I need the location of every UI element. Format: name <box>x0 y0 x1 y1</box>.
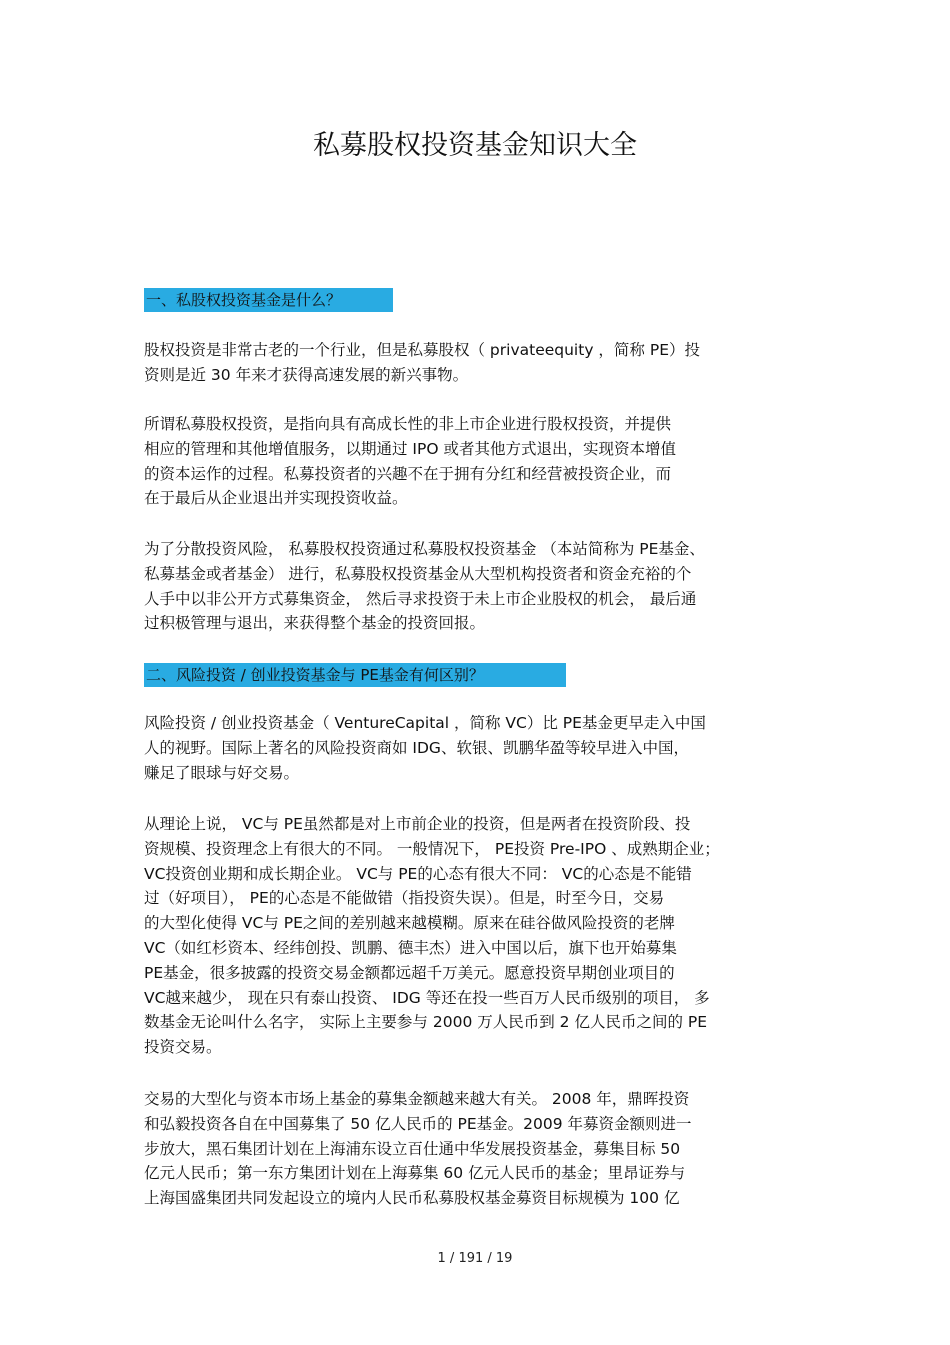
text-line: 人手中以非公开方式募集资金， 然后寻求投资于未上市企业股权的机会， 最后通 <box>144 589 697 608</box>
text-line: 上海国盛集团共同发起设立的境内人民币私募股权基金募资目标规模为 100 亿 <box>144 1189 680 1208</box>
text-line: 私募基金或者基金） 进行，私募股权投资基金从大型机构投资者和资金充裕的个 <box>144 564 692 583</box>
text-line: 所谓私募股权投资，是指向具有高成长性的非上市企业进行股权投资，并提供 <box>144 415 672 433</box>
page-number: 1 / 191 / 19 <box>437 1251 513 1266</box>
text-line: 的资本运作的过程。私募投资者的兴趣不在于拥有分红和经营被投资企业，而 <box>144 464 672 483</box>
text-line: 为了分散投资风险， 私募股权投资通过私募股权投资基金 （本站简称为 PE基金、 <box>144 540 705 558</box>
paragraph <box>144 537 816 636</box>
text-line: 风险投资 / 创业投资基金（ VentureCapital ，简称 VC）比 PE基金更早走入中国 <box>144 714 706 732</box>
text-line: 投资交易。 <box>144 1038 222 1057</box>
text-line: 资规模、投资理念上有很大的不同。 一般情况下， PE投资 Pre-IPO 、成熟期企业； <box>144 839 720 858</box>
paragraph <box>144 711 816 785</box>
text-line: 交易的大型化与资本市场上基金的募集金额越来越大有关。 2008 年，鼎晖投资 <box>144 1090 690 1108</box>
text-line: VC投资创业期和成长期企业。 VC与 PE的心态有很大不同： VC的心态是不能错 <box>144 864 692 883</box>
paragraph <box>144 812 816 1060</box>
document-title: 私募股权投资基金知识大全 <box>313 130 637 161</box>
text-line: 相应的管理和其他增值服务，以期通过 IPO 或者其他方式退出，实现资本增值 <box>144 439 676 458</box>
text-line: 数基金无论叫什么名字， 实际上主要参与 2000 万人民币到 2 亿人民币之间的 PE <box>144 1013 708 1032</box>
text-line: 在于最后从企业退出并实现投资收益。 <box>144 489 408 508</box>
paragraph <box>144 338 816 388</box>
text-line: 人的视野。国际上著名的风险投资商如 IDG、软银、凯鹏华盈等较早进入中国， <box>144 738 689 757</box>
section-heading-1: 一、私股权投资基金是什么？ <box>144 288 393 312</box>
text-line: PE基金，很多披露的投资交易金额都远超千万美元。愿意投资早期创业项目的 <box>144 963 675 982</box>
text-line: 股权投资是非常古老的一个行业，但是私募股权（ privateequity ，简称 PE）投 <box>144 341 700 359</box>
text-line: 和弘毅投资各自在中国募集了 50 亿人民币的 PE基金。2009 年募资金额则进一 <box>144 1114 692 1133</box>
text-line: 资则是近 30 年来才获得高速发展的新兴事物。 <box>144 365 469 384</box>
text-line: 亿元人民币；第一东方集团计划在上海募集 60 亿元人民币的基金；里昂证券与 <box>144 1164 686 1183</box>
text-line: 的大型化使得 VC与 PE之间的差别越来越模糊。原来在硅谷做风险投资的老牌 <box>144 914 675 933</box>
text-line: 过（好项目）， PE的心态是不能做错（指投资失误）。但是，时至今日，交易 <box>144 889 665 908</box>
paragraph <box>144 1087 816 1211</box>
text-line: 步放大，黑石集团计划在上海浦东设立百仕通中华发展投资基金，募集目标 50 <box>144 1139 681 1158</box>
text-line: 赚足了眼球与好交易。 <box>144 763 300 782</box>
text-line: 过积极管理与退出，来获得整个基金的投资回报。 <box>144 614 486 633</box>
section-heading-2: 二、风险投资 / 创业投资基金与 PE基金有何区别？ <box>144 663 566 687</box>
text-line: 从理论上说， VC与 PE虽然都是对上市前企业的投资，但是两者在投资阶段、投 <box>144 815 691 833</box>
paragraph <box>144 412 816 511</box>
text-line: VC（如红杉资本、经纬创投、凯鹏、德丰杰）进入中国以后，旗下也开始募集 <box>144 938 677 957</box>
text-line: VC越来越少， 现在只有泰山投资、 IDG 等还在投一些百万人民币级别的项目， 多 <box>144 988 710 1007</box>
